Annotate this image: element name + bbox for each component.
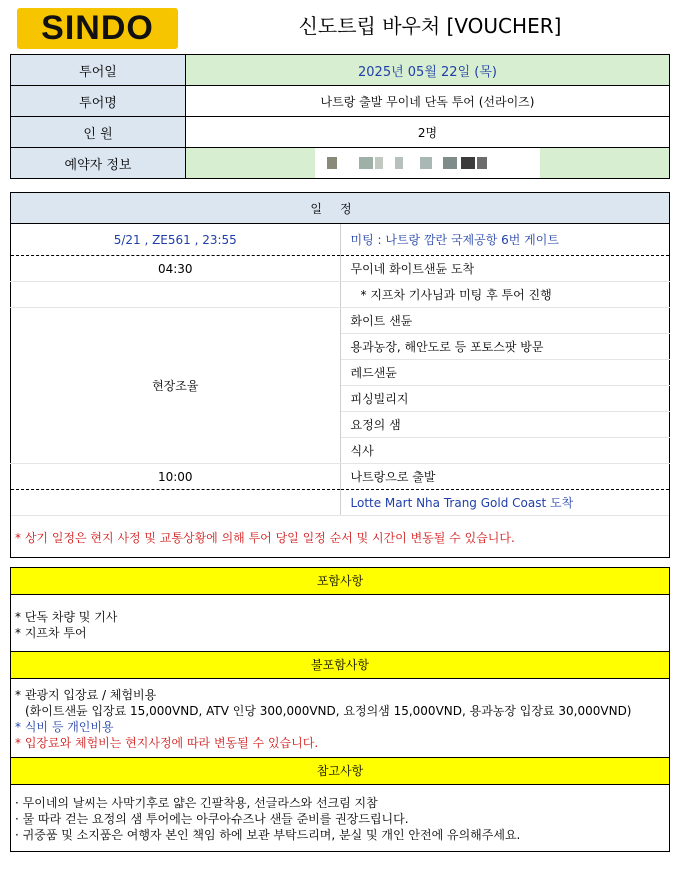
included-section [10, 567, 670, 852]
schedule-note [10, 514, 670, 558]
schedule-desc: * 지프차 기사님과 미팅 후 투어 진행 [340, 282, 670, 308]
redacted-booker-info [315, 148, 540, 178]
tour-date-value: 2025년 05월 22일 (목) [186, 55, 670, 86]
excluded-item: * 식비 등 개인비용 [15, 720, 114, 734]
schedule-time [11, 490, 341, 516]
excluded-item-detail: (화이트샌듄 입장료 15,000VND, ATV 인당 300,000VND, 요정의샘 15,000VND, 용과농장 입장료 30,000VND) [25, 704, 632, 718]
schedule-time: 04:30 [11, 256, 341, 282]
schedule-desc: 요정의 샘 [340, 412, 670, 438]
excluded-item: * 관광지 입장료 / 체험비용 [15, 688, 157, 702]
tour-date-label: 투어일 [11, 55, 186, 86]
included-item: * 단독 차량 및 기사 [15, 610, 118, 624]
schedule-table [10, 192, 670, 516]
schedule-note-text: * 상기 일정은 현지 사정 및 교통상황에 의해 투어 당일 일정 순서 및 시간이 변동될 수 있습니다. [15, 531, 515, 545]
schedule-desc: 미팅 : 나트랑 깜란 국제공항 6번 게이트 [340, 224, 670, 256]
schedule-desc: 식사 [340, 438, 670, 464]
tour-info-table [10, 54, 670, 179]
reference-item: · 귀중품 및 소지품은 여행자 본인 책임 하에 보관 부탁드리며, 분실 및 개인 안전에 유의해주세요. [15, 828, 521, 842]
excluded-item: * 입장료와 체험비는 현지사정에 따라 변동될 수 있습니다. [15, 736, 319, 750]
reference-item: · 무이네의 날씨는 사막기후로 얇은 긴팔착용, 선글라스와 선크림 지참 [15, 796, 378, 810]
schedule-header: 일정 [11, 193, 670, 224]
people-label: 인 원 [11, 117, 186, 148]
schedule-desc: 화이트 샌듄 [340, 308, 670, 334]
schedule-time [11, 282, 341, 308]
logo-text: SINDO [41, 9, 154, 47]
schedule-time: 5/21 , ZE561 , 23:55 [11, 224, 341, 256]
booker-label: 예약자 정보 [11, 148, 186, 179]
schedule-desc: 피싱빌리지 [340, 386, 670, 412]
schedule-desc: 레드샌듄 [340, 360, 670, 386]
included-item: * 지프차 투어 [15, 626, 87, 640]
tour-name-value: 나트랑 출발 무이네 단독 투어 (선라이즈) [186, 86, 670, 117]
schedule-desc: 용과농장, 해안도로 등 포토스팟 방문 [340, 334, 670, 360]
schedule-desc: 나트랑으로 출발 [340, 464, 670, 490]
schedule-desc: 무이네 화이트샌듄 도착 [340, 256, 670, 282]
reference-title: 참고사항 [11, 757, 669, 785]
tour-name-label: 투어명 [11, 86, 186, 117]
schedule-time: 현장조율 [11, 308, 341, 464]
excluded-title: 불포함사항 [11, 651, 669, 679]
schedule-desc: Lotte Mart Nha Trang Gold Coast 도착 [340, 490, 670, 516]
schedule-time: 10:00 [11, 464, 341, 490]
booker-value [186, 148, 670, 179]
included-title: 포함사항 [11, 568, 669, 595]
reference-item: · 물 따라 걷는 요정의 샘 투어에는 아쿠아슈즈나 샌들 준비를 권장드립니다. [15, 812, 409, 826]
sindo-logo [17, 8, 178, 49]
voucher-title: 신도트립 바우처 [VOUCHER] [298, 14, 562, 38]
people-value: 2명 [186, 117, 670, 148]
